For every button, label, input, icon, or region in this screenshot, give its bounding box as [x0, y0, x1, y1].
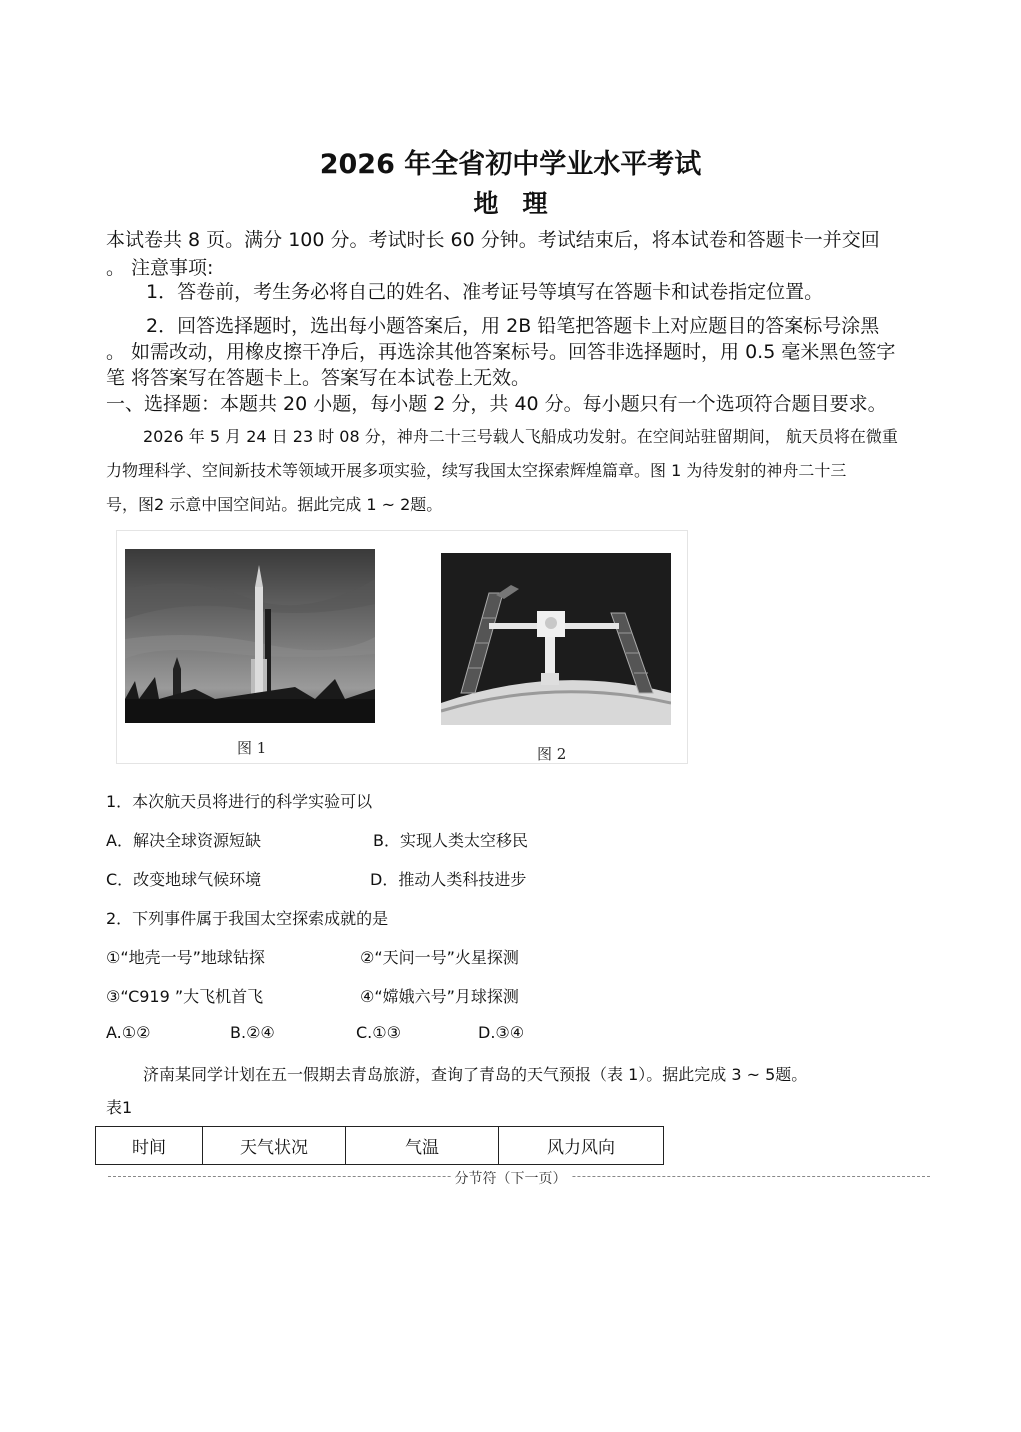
question-1-option-c[interactable]: C．改变地球气候环境: [106, 870, 262, 889]
question-1-option-d[interactable]: D．推动人类科技进步: [370, 870, 527, 889]
question-2-item-4: ④“嫦娥六号”月球探测: [360, 987, 519, 1006]
passage-line-1: 2026 年 5 月 24 日 23 时 08 分，神舟二十三号载人飞船成功发射。在空间站驻留期间， 航天员将在微重: [143, 427, 898, 446]
exam-title: 2026 年全省初中学业水平考试: [319, 149, 702, 180]
question-2-option-a[interactable]: A.①②: [106, 1023, 151, 1042]
passage-line-3: 号，图2 示意中国空间站。据此完成 1 ~ 2题。: [106, 495, 443, 514]
question-1-stem: 1．本次航天员将进行的科学实验可以: [106, 792, 373, 811]
section-break-label: [0, 1168, 1021, 1188]
question-1-option-a[interactable]: A．解决全球资源短缺: [106, 831, 261, 850]
table-header-wind: 风力风向: [499, 1127, 664, 1165]
table-header-row: [96, 1127, 664, 1165]
section-break-text: 分节符（下一页）: [451, 1171, 571, 1187]
question-2-stem: 2．下列事件属于我国太空探索成就的是: [106, 909, 389, 928]
figure-1-caption: 图 1: [237, 739, 267, 757]
note-1: 1．答卷前，考生务必将自己的姓名、准考证号等填写在答题卡和试卷指定位置。: [146, 281, 824, 303]
figure-panel: [116, 530, 688, 764]
note-2-line-2: 。 如需改动，用橡皮擦干净后，再选涂其他答案标号。回答非选择题时，用 0.5 毫米黑色签字: [106, 341, 896, 363]
note-2-line-3: 笔 将答案写在答题卡上。答案写在本试卷上无效。: [106, 367, 531, 389]
question-2-item-2: ②“天问一号”火星探测: [360, 948, 519, 967]
table-header-temperature: 气温: [346, 1127, 499, 1165]
question-2-item-3: ③“C919 ”大飞机首飞: [106, 987, 264, 1006]
passage-line-2: 力物理科学、空间新技术等领域开展多项实验，续写我国太空探索辉煌篇章。图 1 为待发射的神舟二十三: [106, 461, 847, 480]
question-2-option-d[interactable]: D.③④: [478, 1023, 525, 1042]
figure-2-caption: 图 2: [537, 745, 567, 763]
figure-2-space-station-photo: [441, 553, 671, 725]
question-1-option-b[interactable]: B．实现人类太空移民: [373, 831, 528, 850]
question-2-option-c[interactable]: C.①③: [356, 1023, 401, 1042]
intro-line-2: 。 注意事项:: [106, 257, 214, 279]
passage-2: 济南某同学计划在五一假期去青岛旅游，查询了青岛的天气预报（表 1）。据此完成 3 ~ 5题。: [143, 1065, 808, 1084]
question-2-item-1: ①“地壳一号”地球钻探: [106, 948, 265, 967]
note-2-line-1: 2．回答选择题时，选出每小题答案后，用 2B 铅笔把答题卡上对应题目的答案标号涂黑: [146, 315, 880, 337]
table-header-weather: 天气状况: [203, 1127, 346, 1165]
section-heading: 一、选择题：本题共 20 小题，每小题 2 分，共 40 分。每小题只有一个选项符合题目要求。: [106, 393, 887, 415]
weather-table: [95, 1126, 664, 1165]
table-header-time: 时间: [96, 1127, 203, 1165]
question-2-option-b[interactable]: B.②④: [230, 1023, 275, 1042]
subject-title: 地理: [473, 189, 572, 218]
figure-1-rocket-photo: [125, 549, 375, 723]
table-label: 表1: [106, 1098, 133, 1117]
intro-line-1: 本试卷共 8 页。满分 100 分。考试时长 60 分钟。考试结束后，将本试卷和答题卡一并交回: [106, 229, 880, 251]
